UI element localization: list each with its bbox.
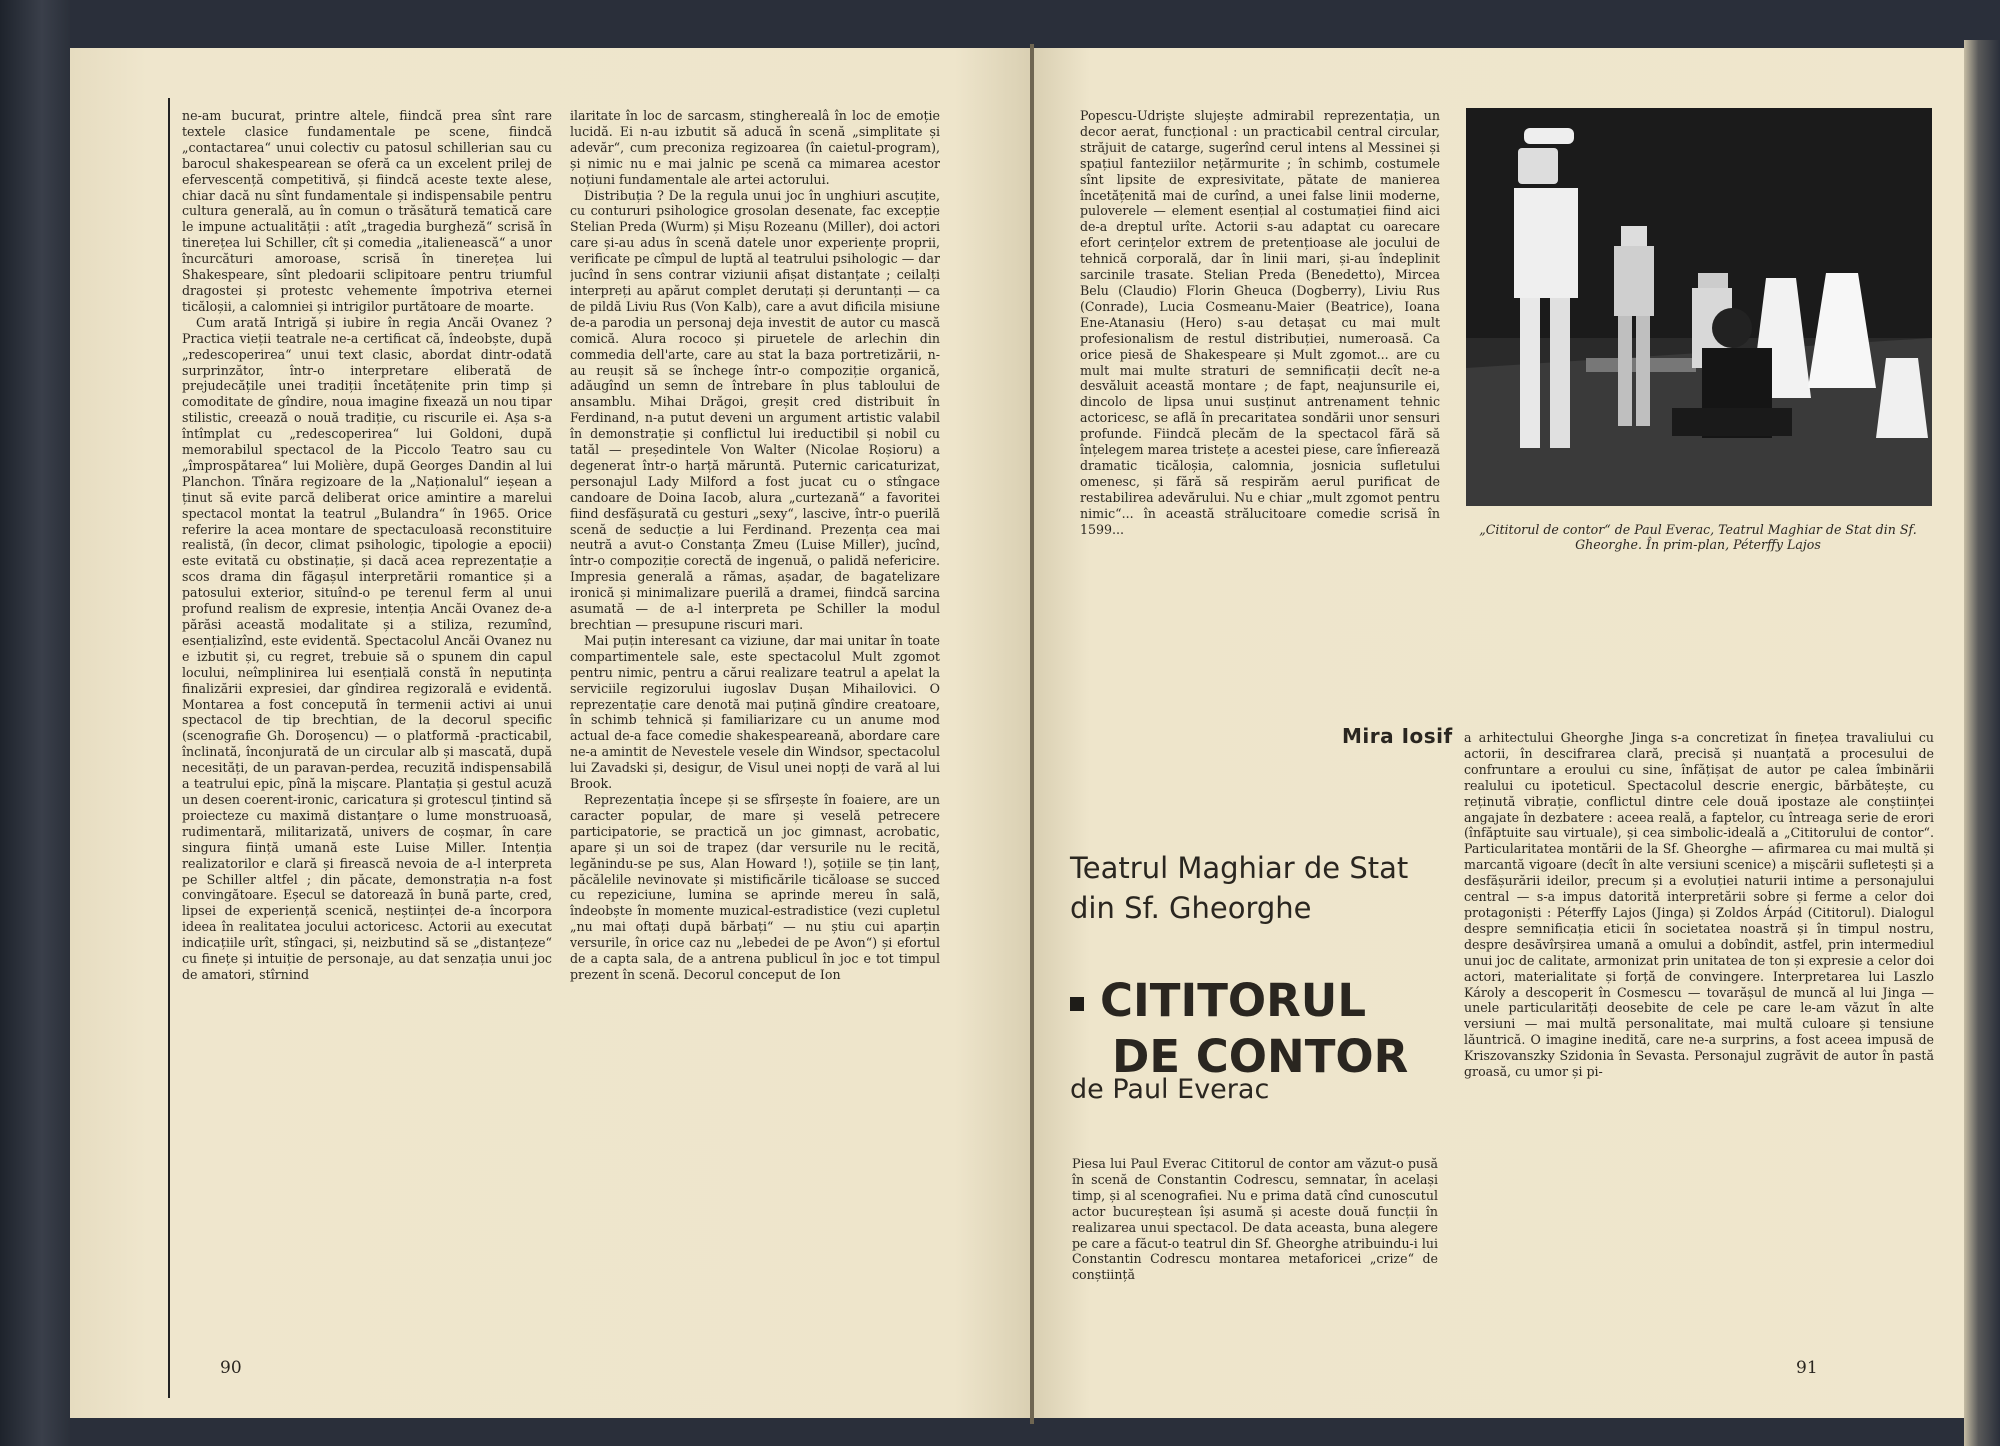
production-photo [1466,108,1932,506]
page-number: 90 [220,1358,242,1378]
page-edge [1964,40,2000,1446]
bullet-square-icon [1070,997,1084,1011]
right-page [1034,48,1964,1418]
page-number: 91 [1796,1358,1818,1378]
stage-scene-image [1466,108,1932,506]
paragraph: Popescu-Udriște slujește admirabil reprezentația, un decor aerat, funcțional : un practicabil central circular, străjuit de catarge, sugerînd cerul intens al Messinei și spațiul fanteziilor nețărmurite ; în schimb, costumele sînt lipsite de expresivitate, pătate de manierea încetățenită mai de curînd, a unei false linii moderne, puloverele — element esențial al costumației fiind aici de-a dreptul urîte. Actorii s-au adaptat cu oarecare efort cerințelor extrem de pretențioase ale jocului de tehnică corporală, dar în linii mari, și-au îndeplinit sarcinile trasate. Stelian Preda (Benedetto), Mircea Belu (Claudio) Florin Gheuca (Dogberry), Liviu Rus (Conrade), Lucia Cosmeanu-Maier (Beatrice), Ioana Ene-Atanasiu (Hero) s-au detașat cu mai mult profesionalism de restul distribuției, numeroasă. Ca orice piesă de Shakespeare și Mult zgomot... are cu mult mai multe straturi de semnificații decît ne-a desvăluit această montare ; de fapt, neajunsurile ei, dincolo de lipsa unui susținut antrenament tehnic actoricesc, se află în precaritatea sondării unor sensuri profunde. Fiindcă plecăm de la spectacol fără să înțelegem marea tristețe a acestei piese, care înfierează dramatic ticăloșia, calomnia, josnicia sufletului omenesc, și fără să respirăm aerul purificat de restabilirea adevărului. Nu e chiar „mult zgomot pentru nimic“... în această strălucitoare comedie scrisă în 1599... [1080,108,1440,537]
left-column-1 [182,108,552,1338]
right-column-bottom-right [1464,730,1934,1334]
play-author: de Paul Everac [1070,1074,1270,1105]
paragraph: Mai puțin interesant ca viziune, dar mai unitar în toate compartimentele sale, este spectacolul Mult zgomot pentru nimic, pentru a cărui realizare teatrul a apelat la serviciile regizorului iugoslav Dușan Mihailovici. O reprezentație care denotă mai puțină gîndire creatoare, în schimb tehnică și familiarizare cu un anume mod actual de-a face comedie shakespeareană, abordare care ne-a amintit de Nevestele vesele din Windsor, spectacolul lui Zavadski și, desigur, de Visul unei nopți de vară al lui Brook. [570,632,940,792]
section-title: Teatrul Maghiar de Stat din Sf. Gheorghe [1070,851,1409,925]
paragraph: ilaritate în loc de sarcasm, stingherealâ în loc de emoție lucidă. Ei n-au izbutit să aducă în scenă „simplitate și adevăr“, cum preconiza regizoarea (în caietul-program), și nimic nu e mai jalnic pe scenă ca mimarea acestor noțiuni fundamentale ale artei actorului. [570,108,940,187]
play-title [1070,973,1430,1085]
paragraph: Distribuția ? De la regula unui joc în unghiuri ascuțite, cu contururi psihologice grosolan desenate, fac excepție Stelian Preda (Wurm) și Mișu Rozeanu (Miller), doi actori care și-au adus în scenă datele unor experiențe proprii, verificate pe cîmpul de luptă al teatrului psihologic — dar jucînd în sens contrar viziunii afișat distanțate ; ceilalți interpreți au apărut complet derutați și deruntanți — ca de pildă Liviu Rus (Von Kalb), care a avut dificila misiune de-a parodia un personaj deja investit de autor cu mască comică. Alura rococo și piruetele de arlechin din commedia dell'arte, care au stat la baza portretizării, n-au reușit să se închege într-o compoziție organică, adăugînd un semn de întrebare în plus tabloului de ansamblu. Mihai Drăgoi, greșit cred distribuit în Ferdinand, n-a putut deveni un argument artistic valabil în demonstrație și conflictul lui ireductibil și nobil cu tatăl — președintele Von Walter (Nicolae Roșioru) a degenerat într-o harță măruntă. Puternic caricaturizat, personajul Lady Milford a fost jucat cu o stîngace candoare de Doina Iacob, alura „curtezană“ a favoritei fiind desfășurată cu gesturi „sexy“, lascive, într-o puerilă scenă de seducție a lui Ferdinand. Prezența cea mai neutră a avut-o Constanța Zmeu (Luise Miller), jucînd, într-o compoziție corectă de ingenuă, o palidă nefericire. Impresia generală a rămas, așadar, de bagatelizare ironică și minimalizare puerilă a dramei, fiindcă sarcina asumată — de a-l interpreta pe Schiller la modul brechtian — presupune riscuri mari. [570,187,940,632]
author-signature: Mira Iosif [1342,724,1453,748]
play-title-line2: DE CONTOR [1112,1030,1409,1083]
right-column-bottom-left [1072,1156,1438,1356]
paragraph: Reprezentația începe și se sfîrșește în foaiere, are un caracter popular, de mare și veselă petrecere participatorie, se practică un joc gimnast, acrobatic, apare și un soi de trapez (dar versurile nu le recită, legănindu-se pe sus, Alan Howard !), șoțiile se țin lanț, păcălelile nevinovate și mistificările ticăloase se succed cu repeziciune, lumina se aprinde mereu în sală, îndeobște în momente muzical-estradistice (vezi cupletul „nu mai oftați după bărbați“ — nu știu cui aparțin versurile, în orice caz nu „lebedei de pe Avon“) și efortul de a capta sala, de a antrena publicul în joc e tot timpul prezent în scenă. Decorul conceput de Ion [570,791,940,982]
paragraph: Piesa lui Paul Everac Cititorul de contor am văzut-o pusă în scenă de Constantin Codrescu, semnatar, în același timp, și al scenografiei. Nu e prima dată cînd cunoscutul actor bucureștean își asumă și aceste două funcții în realizarea unui spectacol. De data aceasta, buna alegere pe care a făcut-o teatrul din Sf. Gheorghe atribuindu-i lui Constantin Codrescu montarea metaforicei „crize“ de conștiință [1072,1156,1438,1283]
paragraph: a arhitectului Gheorghe Jinga s-a concretizat în finețea travaliului cu actorii, în descifrarea clară, precisă și nuanțată a procesului de confruntare a eroului cu sine, înfățișat de autor pe calea îmbinării realului cu ipoteticul. Spectacolul descrie energic, bărbătește, cu reținută vibrație, conflictul dintre cele două ipostaze ale conștiinței angajate în dezbatere : aceea reală, a faptelor, cu întreaga serie de erori (înfăptuite sau virtuale), și cea simbolic-ideală a „Cititorului de contor“. Particularitatea montării de la Sf. Gheorghe — afirmarea cu mai multă și marcantă vigoare (decît în alte versiuni scenice) a mișcării sufletești și a desfășurării ideilor, precum și a evoluției naturii intime a personajului central — s-a impus datorită interpretării sobre și ferme a celor doi protagoniști : Péterffy Lajos (Jinga) și Zoldos Árpád (Cititorul). Dialogul despre semnificația eticii în societatea noastră și în timpul nostru, despre desăvîrșirea umană a omului a dobîndit, astfel, prin intermediul unui joc de calitate, armonizat prin unitatea de ton și expresie a celor doi actori, materialitate și forță de convingere. Interpretarea lui Laszlo Károly a descoperit în Cosmescu — tovarășul de muncă al lui Jinga — unele particularități deosebite de cele pe care le-am văzut în alte versiuni — mai multă personalitate, mai multă culoare și tensiune lăuntrică. O imagine inedită, care ne-a surprins, a fost aceea impusă de Kriszovanszky Szidonia în Sevasta. Personajul zugrăvit de autor în pastă groasă, cu umor și pi- [1464,730,1934,1080]
paragraph: ne-am bucurat, printre altele, fiindcă prea sînt rare textele clasice fundamentale pe scene, fiindcă „contactarea“ unui colectiv cu patosul schillerian sau cu barocul shakespearean se oferă ca un excelent prilej de efervescență competitivă, și fiindcă aceste texte alese, chiar dacă nu sînt fundamentale și indispensabile pentru cultura generală, au în comun o trăsătură tematică care le impune actualității : atît „tragedia burgheză“ scrisă în tinerețea lui Schiller, cît și comedia „italienească“ a unor încurcături amoroase, scrisă în tinerețea lui Shakespeare, sînt pledoarii sclipitoare pentru triumful dragostei și protestc vehemente împotriva eternei ticăloșii, a calomniei și intrigilor purtătoare de moarte. [182,108,552,314]
margin-rule [168,98,170,1398]
left-column-2 [570,108,940,1338]
photo-caption: „Cititorul de contor“ de Paul Everac, Teatrul Maghiar de Stat din Sf. Gheorghe. În prim-plan, Péterffy Lajos [1479,522,1917,552]
left-page [70,48,1034,1418]
paragraph: Cum arată Intrigă și iubire în regia Ancăi Ovanez ? Practica vieții teatrale ne-a certificat că, îndeobște, după „redescoperirea“ unui text clasic, abordat dintr-odată surprinzător, într-o interpretare eliberată de prejudecățile unei tradiții încetățenite prin timp și comoditate de gîndire, noua imagine fixează un nou tipar stilistic, creează o nouă tradiție, cu riscurile ei. Așa s-a întîmplat cu „redescoperirea“ lui Goldoni, după memorabilul spectacol de la Piccolo Teatro sau cu „împrospătarea“ lui Molière, după Georges Dandin al lui Planchon. Tînăra regizoare de la „Naționalul“ ieșean a ținut să evite parcă deliberat orice amintire a marelui spectacol montat la teatrul „Bulandra“ în 1965. Orice referire la acea montare de spectaculoasă reconstituire realistă, (în decor, climat psihologic, tipologie a epocii) este evitată cu obstinație, și dacă acea reprezentație a scos drama din făgașul interpretării romantice și a patosului exterior, situînd-o pe terenul ferm al unui profund realism de expresie, intenția Ancăi Ovanez de-a părăsi această modalitate și a stiliza, rezumînd, esențializînd, este evidentă. Spectacolul Ancăi Ovanez nu e izbutit și, cu regret, trebuie să o spunem din capul locului, neîmplinirea lui esențială constă în neputința finalizării expresiei, dar gîndirea regizorală e evidentă. Montarea a fost concepută în termenii activi ai unui spectacol de tip brechtian, de la decorul specific (scenografie Gh. Doroșencu) — o platformă -practicabil, înclinată, înconjurată de un circular alb și mascată, după necesități, de un paravan-perdea, recuzită indispensabilă a teatrului epic, pînă la mișcare. Plantația și gestul acuză un desen coerent-ironic, caricatura și grotescul țintind să proiecteze cu maximă distanțare o lume monstruoasă, rudimentară, militarizată, univers de coșmar, în care singura ființă umană este Luise Miller. Intenția realizatorilor e clară și firească nevoia de a-l interpreta pe Schiller altfel ; din păcate, demonstrația n-a fost convingătoare. Eșecul se datorează în bună parte, cred, lipsei de experiență scenică, neștiinței de-a încorpora ideea în realitatea jocului actoricesc. Actorii au executat indicațiile urît, stîngaci, și, neizbutind să se „distanțeze“ cu finețe și intuiție de personaje, au dat senzația unui joc de amatori, stîrnind [182,314,552,982]
right-column-top [1080,108,1440,688]
binding-edge [0,0,70,1446]
play-title-line1: CITITORUL [1100,974,1367,1027]
